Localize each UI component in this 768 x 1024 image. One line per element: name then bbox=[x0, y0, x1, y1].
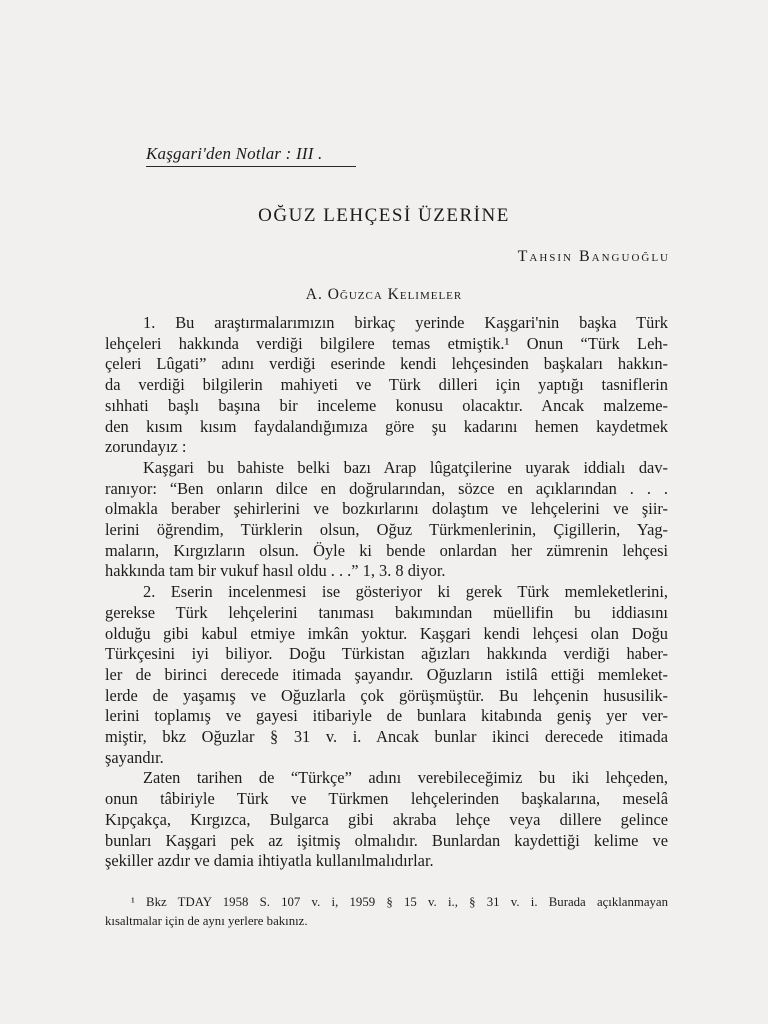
body-line: bunları Kaşgari pek az işitmiş olmalıdır. Bunlardan kaydettiği kelime ve bbox=[105, 830, 668, 850]
article-title: OĞUZ LEHÇESİ ÜZERİNE bbox=[258, 205, 510, 226]
body-line: şayandır. bbox=[105, 747, 164, 767]
body-line: zorundayız : bbox=[105, 437, 187, 457]
author-name: Tahsin Banguoğlu bbox=[517, 248, 670, 265]
body-line: onun tâbiriyle Türk ve Türkmen lehçelerinden başkalarına, meselâ bbox=[105, 789, 668, 809]
body-line: ler de birinci derecede itimada şayandır. Oğuzların istilâ ettiği memleket- bbox=[105, 664, 668, 684]
body-line: maların, Kırgızların olsun. Öyle ki bende onlardan her zümrenin lehçesi bbox=[105, 540, 668, 560]
body-line: 1. Bu araştırmalarımızın birkaç yerinde Kaşgari'nin başka Türk bbox=[143, 313, 668, 332]
footnote-line: kısaltmalar için de aynı yerlere bakınız. bbox=[105, 914, 308, 928]
body-line: sıhhati başlı başına bir inceleme konusu olacaktır. Ancak malzeme- bbox=[105, 395, 668, 415]
body-line: da verdiği bilgilerin mahiyeti ve Türk dilleri için yaptığı tasniflerin bbox=[105, 375, 668, 395]
footnote bbox=[105, 893, 668, 931]
body-line: çeleri Lûgati” adını verdiği eserinde kendi lehçesinden başkaları hakkın- bbox=[105, 354, 668, 374]
body-line: lerini öğrendim, Türklerin olsun, Oğuz Türkmenlerinin, Çigillerin, Yag- bbox=[105, 520, 668, 540]
body-line: şekiller azdır ve damia ihtiyatla kullanılmalıdırlar. bbox=[105, 851, 434, 871]
body-line: hakkında tam bir vukuf hasıl oldu . . .” 1, 3. 8 diyor. bbox=[105, 561, 446, 581]
body-line: ranıyor: “Ben onların dilce en doğrularından, sözce en açıklarından . . . bbox=[105, 478, 668, 498]
series-header: Kaşgari'den Notlar : III . bbox=[146, 144, 323, 163]
body-text bbox=[105, 313, 668, 872]
body-line: Kıpçakça, Kırgızca, Bulgarca gibi akraba lehçe veya dillere gelince bbox=[105, 809, 668, 829]
body-line: den kısım kısım faydalandığımıza göre şu kadarını hemen kaydetmek bbox=[105, 416, 668, 436]
body-line: lerini toplamış ve gayesi itibariyle de bunlara kitabında geniş yer ver- bbox=[105, 706, 668, 726]
footnote-line: ¹ Bkz TDAY 1958 S. 107 v. i, 1959 § 15 v. i., § 31 v. i. Burada açıklanmayan bbox=[131, 895, 668, 909]
body-line: lehçeleri hakkında verdiği bilgilere temas etmiştik.¹ Onun “Türk Leh- bbox=[105, 333, 668, 353]
body-line: lerde de yaşamış ve Oğuzlarla çok görüşmüştür. Bu lehçenin hususilik- bbox=[105, 685, 668, 705]
body-line: Türkçesini iyi biliyor. Doğu Türkistan ağızları hakkında verdiği haber- bbox=[105, 644, 668, 664]
body-line: 2. Eserin incelenmesi ise gösteriyor ki gerek Türk memleketlerini, bbox=[143, 582, 668, 602]
series-underline bbox=[146, 166, 356, 167]
body-line: Kaşgari bu bahiste belki bazı Arap lûgatçilerine uyarak iddialı dav- bbox=[143, 457, 668, 477]
body-line: gerekse Türk lehçelerini tanıması bakımından müellifin bu iddiasını bbox=[105, 602, 668, 622]
section-heading: A. Oğuzca Kelimeler bbox=[305, 286, 463, 303]
body-line: olmakla beraber şehirlerini ve bozkırlarını dolaştım ve lehçelerini ve şiir- bbox=[105, 499, 668, 519]
body-line: olduğu gibi kabul etmiye imkân yoktur. Kaşgari kendi lehçesi olan Doğu bbox=[105, 623, 668, 643]
body-line: miştir, bkz Oğuzlar § 31 v. i. Ancak bunlar ikinci derecede itimada bbox=[105, 727, 668, 747]
body-line: Zaten tarihen de “Türkçe” adını verebileceğimiz bu iki lehçeden, bbox=[143, 768, 668, 788]
